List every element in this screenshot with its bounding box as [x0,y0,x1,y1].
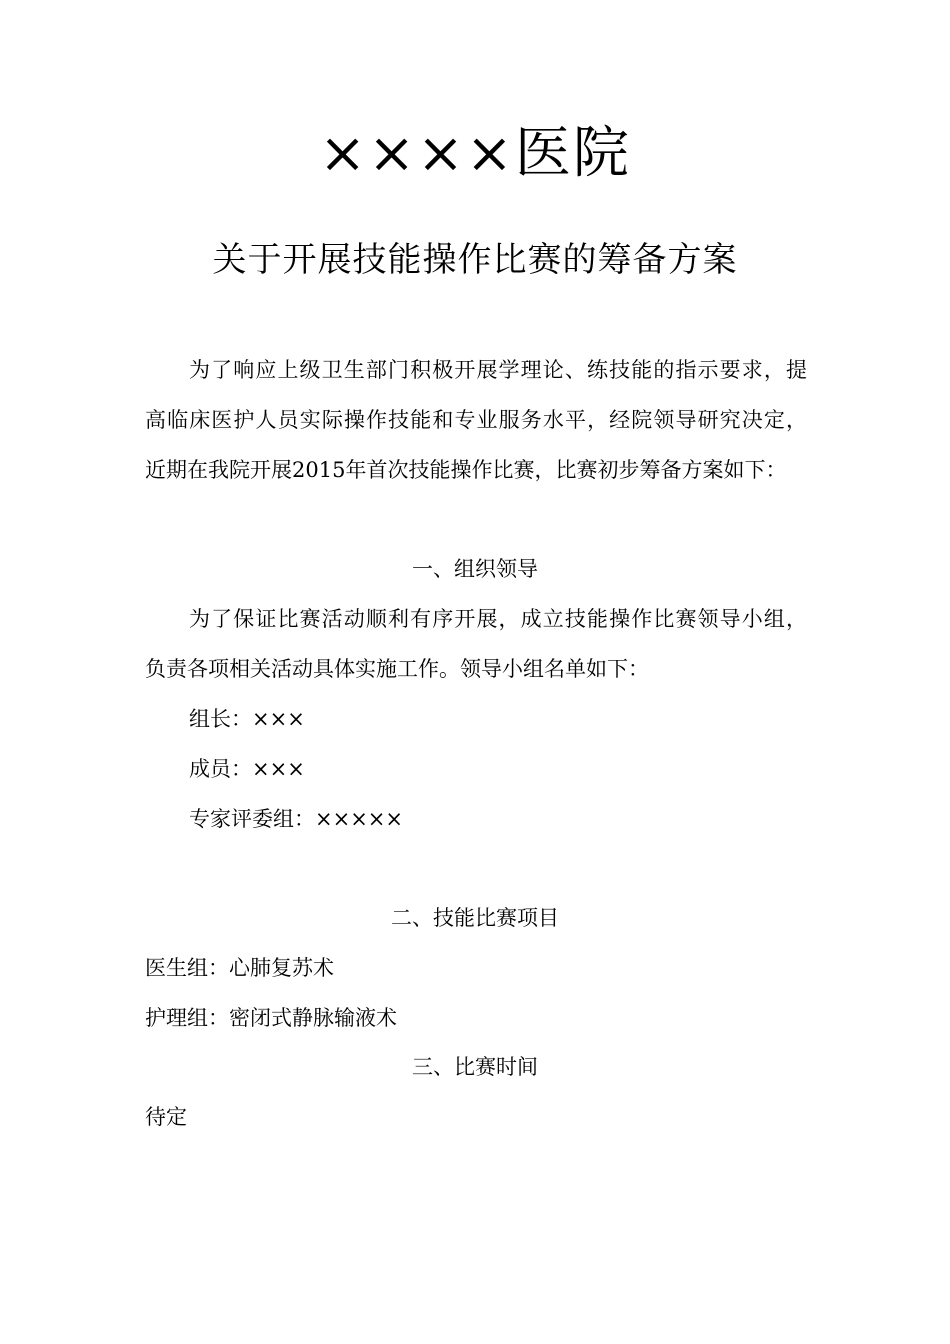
document-subtitle: 关于开展技能操作比赛的筹备方案 [212,240,738,280]
time-content: 待定 [145,1105,187,1129]
intro-line-3: 近期在我院开展2015年首次技能操作比赛，比赛初步筹备方案如下： [145,458,787,482]
intro-line-2: 高临床医护人员实际操作技能和专业服务水平，经院领导研究决定， [145,408,807,432]
document-title: ××××医院 [319,121,631,186]
section-heading-organization: 一、组织领导 [412,557,538,581]
leader-line: 组长：××× [189,707,305,731]
doctor-group-line: 医生组：心肺复苏术 [145,956,334,980]
organization-line-1: 为了保证比赛活动顺利有序开展，成立技能操作比赛领导小组， [189,607,807,631]
organization-line-2: 负责各项相关活动具体实施工作。领导小组名单如下： [145,657,649,681]
section-heading-time: 三、比赛时间 [412,1055,538,1079]
nursing-group-line: 护理组：密闭式静脉输液术 [145,1006,397,1030]
intro-line-1: 为了响应上级卫生部门积极开展学理论、练技能的指示要求，提 [189,358,807,382]
experts-line: 专家评委组：××××× [189,807,403,831]
section-heading-events: 二、技能比赛项目 [391,906,559,930]
members-line: 成员：××× [189,757,305,781]
